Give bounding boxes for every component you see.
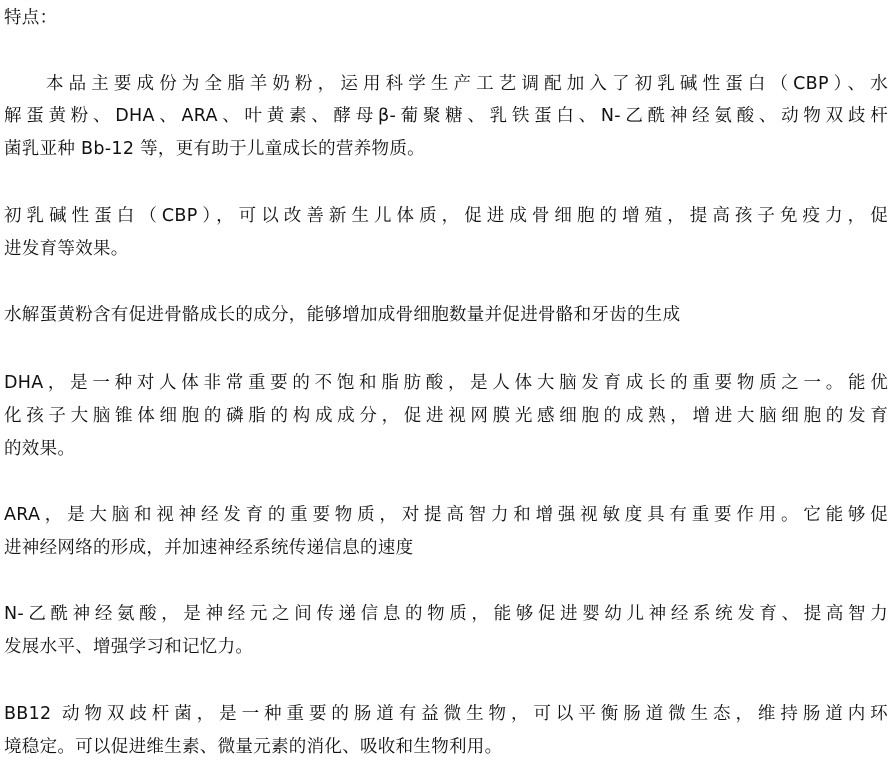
nana-line-1: N-乙酰神经氨酸，是神经元之间传递信息的物质，能够促进婴幼儿神经系统发育、提高智力 — [4, 604, 888, 624]
egg-yolk-line-1: 水解蛋黄粉含有促进骨骼成长的成分，能够增加成骨细胞数量并促进骨骼和牙齿的生成 — [4, 305, 681, 325]
intro-line-2: 解蛋黄粉、DHA、ARA、叶黄素、酵母β-葡聚糖、乳铁蛋白、N-乙酰神经氨酸、动物双歧杆 — [4, 106, 888, 126]
heading: 特点： — [4, 8, 58, 28]
bb12-line-1: BB12 动物双歧杆菌，是一种重要的肠道有益微生物，可以平衡肠道微生态，维持肠道内环 — [4, 704, 888, 724]
intro-line-3: 菌乳亚种 Bb-12 等，更有助于儿童成长的营养物质。 — [4, 139, 425, 159]
cbp-line-2: 进发育等效果。 — [4, 239, 129, 259]
intro-line-1: 本品主要成份为全脂羊奶粉，运用科学生产工艺调配加入了初乳碱性蛋白（CBP）、水 — [46, 74, 888, 94]
dha-line-2: 化孩子大脑锥体细胞的磷脂的构成成分，促进视网膜光感细胞的成熟，增进大脑细胞的发育 — [4, 406, 888, 426]
dha-line-3: 的效果。 — [4, 439, 76, 459]
nana-line-2: 发展水平、增强学习和记忆力。 — [4, 637, 254, 657]
bb12-line-2: 境稳定。可以促进维生素、微量元素的消化、吸收和生物利用。 — [4, 737, 503, 757]
cbp-line-1: 初乳碱性蛋白（CBP），可以改善新生儿体质，促进成骨细胞的增殖，提高孩子免疫力，促 — [4, 206, 888, 226]
dha-line-1: DHA，是一种对人体非常重要的不饱和脂肪酸，是人体大脑发育成长的重要物质之一。能优 — [4, 373, 888, 393]
ara-line-1: ARA，是大脑和视神经发育的重要物质，对提高智力和增强视敏度具有重要作用。它能够促 — [4, 505, 888, 525]
ara-line-2: 进神经网络的形成，并加速神经系统传递信息的速度 — [4, 538, 414, 558]
